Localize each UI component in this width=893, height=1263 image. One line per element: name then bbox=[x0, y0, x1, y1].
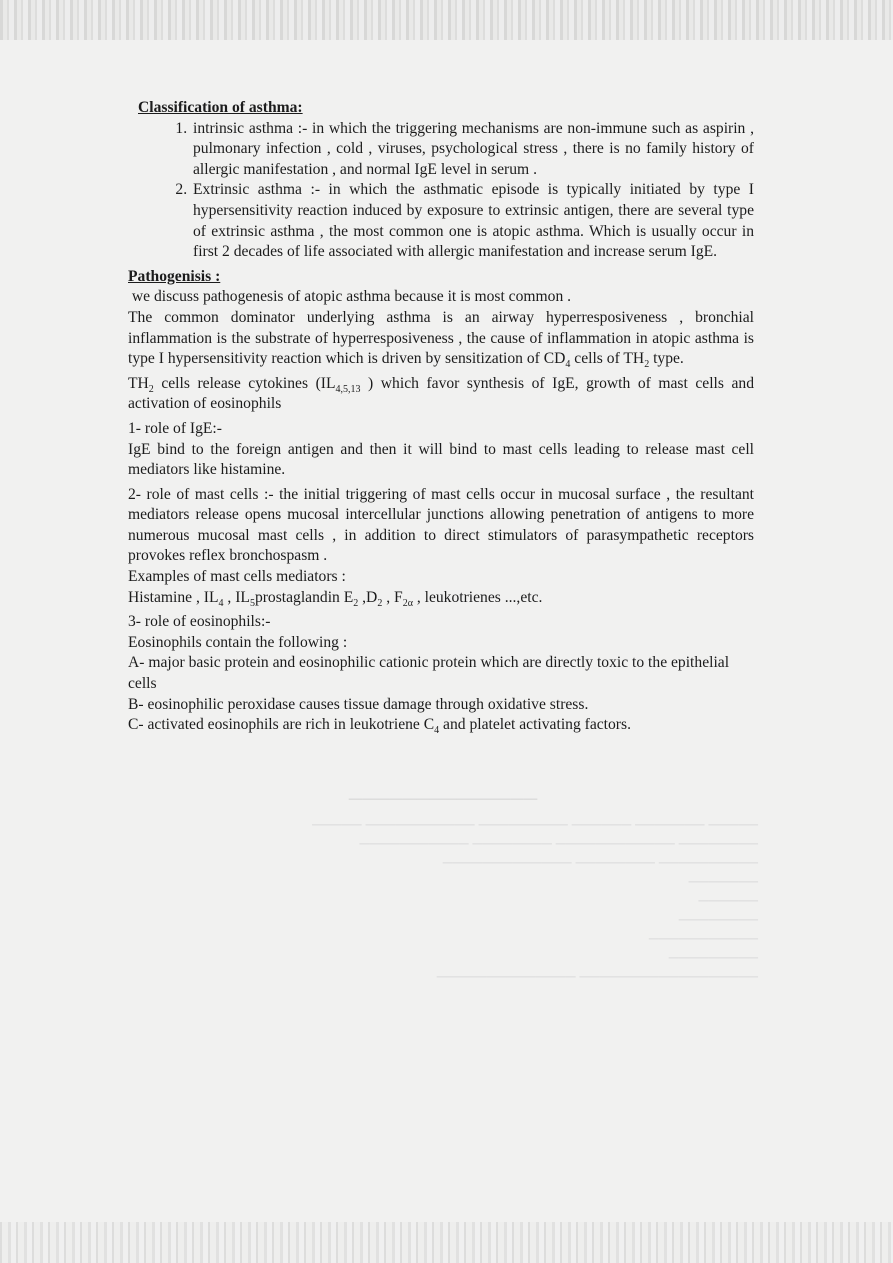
eosinophils-item-b: B- eosinophilic peroxidase causes tissue damage through oxidative stress. bbox=[128, 695, 589, 713]
role-eosinophils-heading: 3- role of eosinophils:- bbox=[128, 613, 271, 631]
mediators-line: Histamine , $IL_4$ , $IL_5prostaglandin$ $E_2$ $,D_2$ , $F_{2\alpha}$ , leukotrienes ...,etc. bbox=[128, 588, 543, 609]
eosinophils-item-c: C- activated eosinophils are rich in leukotriene $C_4$ and platelet activating factors. bbox=[128, 716, 631, 737]
scan-noise-bottom bbox=[0, 1222, 893, 1263]
role-mast-cells-text: 2- role of mast cells :- the initial triggering of mast cells occur in mucosal surface , the resultant mediators release opens mucosal intercellular junctions allowing penetration of antigens to more numerous mucosal mast cells , in addition to direct stimulators of parasympathetic receptors provokes reflex bronchospasm . bbox=[128, 485, 754, 565]
heading-classification: Classification of asthma: bbox=[138, 99, 303, 116]
classification-item-intrinsic: 1. intrinsic asthma :- in which the triggering mechanisms are non-immune such as aspirin , pulmonary infection , cold , viruses, psychological stress , there is no family history of allergic manifestation , and normal IgE level in serum . bbox=[191, 119, 754, 181]
th2-paragraph: $TH_2$ cells release cytokines ($IL_{4,5,13}$ ) which favor synthesis of IgE, growth of mast cells and activation of eosinophils bbox=[128, 374, 754, 413]
heading-pathogenesis: Pathogenisis : bbox=[128, 267, 221, 285]
eosinophils-intro: Eosinophils contain the following : bbox=[128, 633, 348, 651]
classification-item-extrinsic: 2. Extrinsic asthma :- in which the asthmatic episode is typically initiated by type I hypersensitivity reaction induced by exposure to extrinsic antigen, there are several type of extrinsic asthma , the most common one is atopic asthma. Which is usually occur in first 2 decades of life associated with allergic manifestation and increase serum IgE. bbox=[191, 180, 754, 262]
eosinophils-item-a: A- major basic protein and eosinophilic cationic protein which are directly toxic to the epithelial cells bbox=[128, 654, 730, 693]
bleed-through-text: ────────────── ───── ─────── ────── ───────── ─────────── ───── ──────── ──────────── ──────── ─────────── ────────── ──────── ───────────── ─────── ────── ──────── ─────────── ───────── ────────────────── ────────────── bbox=[312, 789, 758, 984]
document-body bbox=[128, 98, 754, 736]
scan-noise-top bbox=[0, 0, 893, 40]
role-ige-heading: 1- role of IgE:- bbox=[128, 419, 222, 437]
classification-list bbox=[128, 119, 754, 263]
pathogenesis-intro: we discuss pathogenesis of atopic asthma because it is most common . bbox=[131, 288, 572, 306]
mediators-heading: Examples of mast cells mediators : bbox=[128, 568, 346, 586]
role-ige-text: IgE bind to the foreign antigen and then it will bind to mast cells leading to release mast cell mediators like histamine. bbox=[128, 440, 754, 479]
pathogenesis-paragraph: The common dominator underlying asthma is an airway hyperresposiveness , bronchial inflammation is the substrate of hyperresposiveness , the cause of inflammation in atopic asthma is type I hypersensitivity reaction which is driven by sensitization of $CD_4$ cells of $TH_2$ type. bbox=[128, 308, 754, 371]
